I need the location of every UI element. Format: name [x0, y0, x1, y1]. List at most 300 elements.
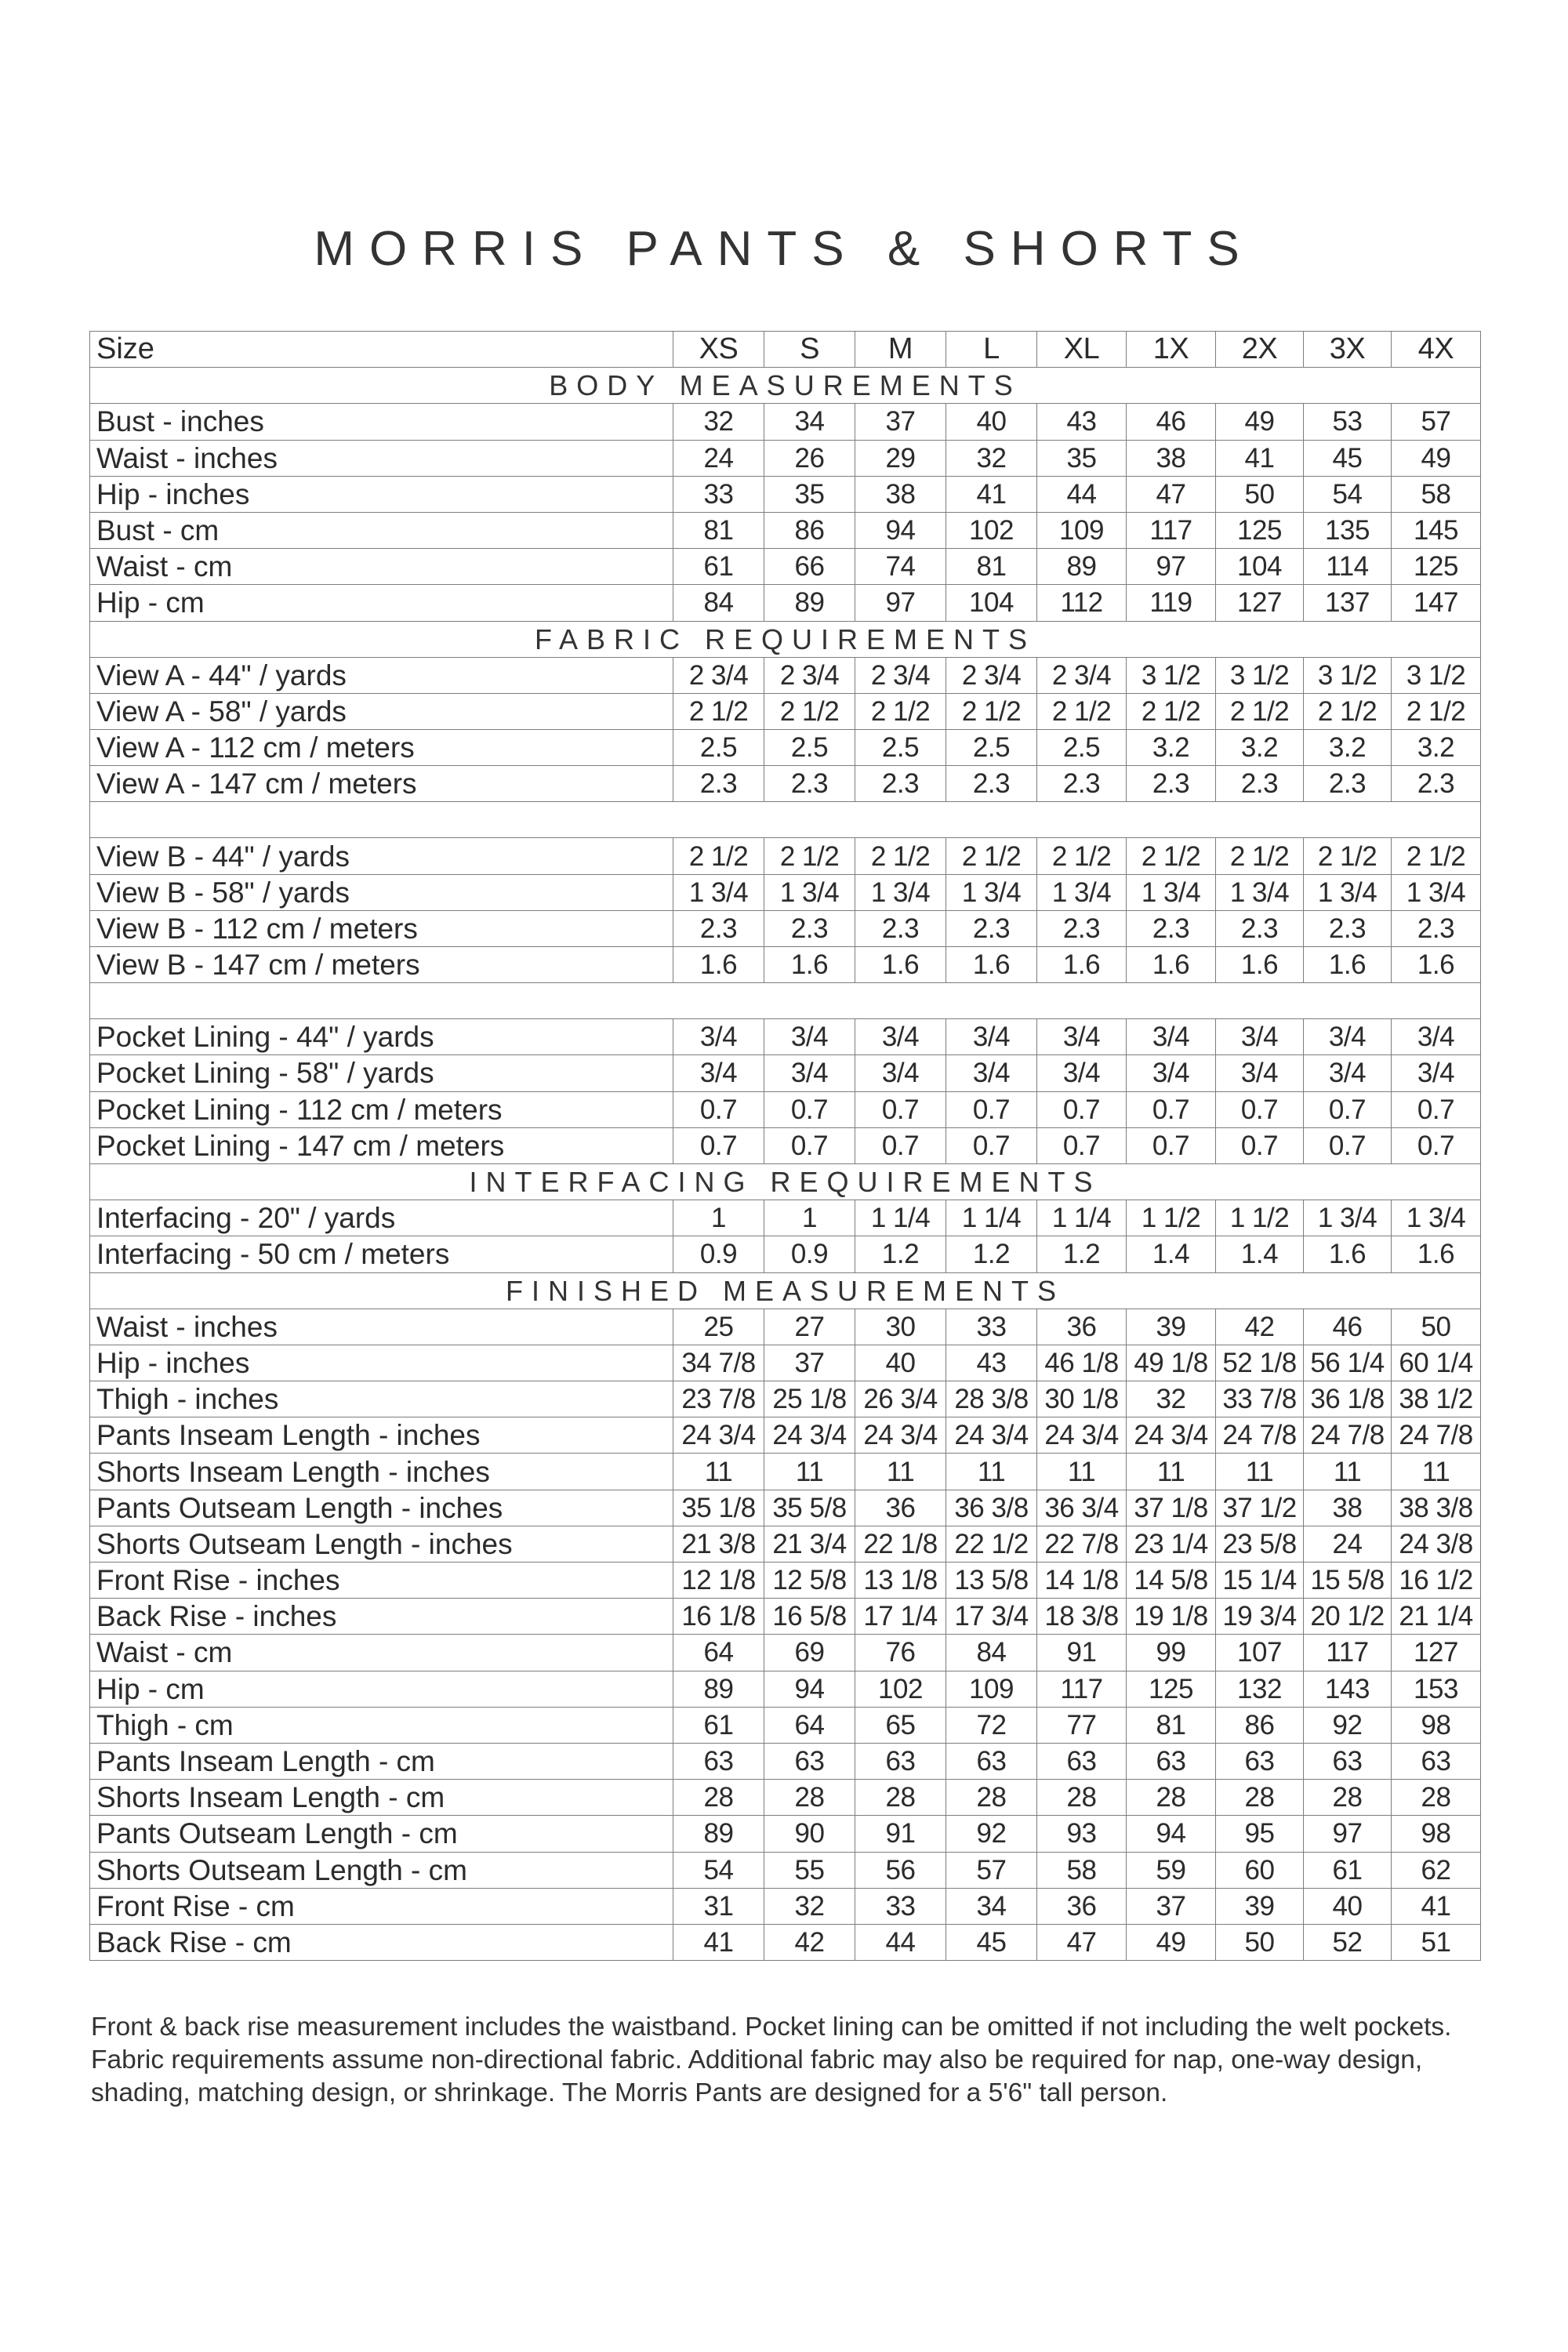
- table-row: [90, 1852, 1481, 1888]
- size-header-cell: 1X: [1127, 332, 1216, 368]
- value-cell: 37: [764, 1345, 855, 1381]
- row-label: Pants Outseam Length - inches: [90, 1490, 673, 1526]
- size-header-cell: L: [946, 332, 1037, 368]
- value-cell: 1: [764, 1200, 855, 1236]
- table-row: [90, 1816, 1481, 1852]
- value-cell: 34 7/8: [673, 1345, 764, 1381]
- row-label: Hip - inches: [90, 476, 673, 512]
- value-cell: 58: [1392, 476, 1481, 512]
- value-cell: 3/4: [764, 1055, 855, 1091]
- value-cell: 55: [764, 1852, 855, 1888]
- table-row: [90, 657, 1481, 693]
- row-label: Waist - cm: [90, 1635, 673, 1671]
- value-cell: 24: [1304, 1526, 1392, 1562]
- value-cell: 36: [1037, 1308, 1127, 1345]
- value-cell: 63: [1216, 1743, 1304, 1779]
- value-cell: 66: [764, 549, 855, 585]
- value-cell: 60 1/4: [1392, 1345, 1481, 1381]
- value-cell: 2 3/4: [1037, 657, 1127, 693]
- value-cell: 2 1/2: [1304, 693, 1392, 729]
- section-header-row: [90, 368, 1481, 404]
- value-cell: 60: [1216, 1852, 1304, 1888]
- size-header-cell: XS: [673, 332, 764, 368]
- value-cell: 23 5/8: [1216, 1526, 1304, 1562]
- value-cell: 59: [1127, 1852, 1216, 1888]
- value-cell: 14 1/8: [1037, 1563, 1127, 1599]
- table-row: [90, 1671, 1481, 1707]
- row-label: Back Rise - inches: [90, 1599, 673, 1635]
- value-cell: 86: [764, 512, 855, 548]
- value-cell: 0.7: [1127, 1091, 1216, 1127]
- value-cell: 25: [673, 1308, 764, 1345]
- row-label: Pants Inseam Length - inches: [90, 1417, 673, 1454]
- value-cell: 44: [1037, 476, 1127, 512]
- value-cell: 36 3/8: [946, 1490, 1037, 1526]
- value-cell: 1.6: [673, 947, 764, 983]
- value-cell: 21 1/4: [1392, 1599, 1481, 1635]
- size-header-row: [90, 332, 1481, 368]
- row-label: Bust - cm: [90, 512, 673, 548]
- section-header-row: [90, 1163, 1481, 1200]
- value-cell: 86: [1216, 1707, 1304, 1743]
- value-cell: 2.5: [673, 730, 764, 766]
- value-cell: 34: [946, 1888, 1037, 1924]
- value-cell: 11: [1304, 1454, 1392, 1490]
- value-cell: 42: [764, 1924, 855, 1960]
- table-row: [90, 1381, 1481, 1417]
- value-cell: 132: [1216, 1671, 1304, 1707]
- value-cell: 93: [1037, 1816, 1127, 1852]
- value-cell: 2.3: [1127, 910, 1216, 946]
- value-cell: 41: [1216, 440, 1304, 476]
- value-cell: 56: [855, 1852, 946, 1888]
- value-cell: 2 1/2: [1216, 693, 1304, 729]
- spacer-cell: [90, 802, 1481, 838]
- value-cell: 1.6: [1392, 1236, 1481, 1272]
- section-title: BODY MEASUREMENTS: [90, 368, 1481, 404]
- value-cell: 69: [764, 1635, 855, 1671]
- value-cell: 0.7: [1037, 1127, 1127, 1163]
- value-cell: 76: [855, 1635, 946, 1671]
- row-label: Hip - cm: [90, 585, 673, 621]
- value-cell: 3/4: [1037, 1055, 1127, 1091]
- value-cell: 2.3: [1037, 910, 1127, 946]
- value-cell: 0.7: [1127, 1127, 1216, 1163]
- value-cell: 3.2: [1216, 730, 1304, 766]
- value-cell: 11: [1127, 1454, 1216, 1490]
- value-cell: 125: [1392, 549, 1481, 585]
- value-cell: 2 1/2: [1392, 693, 1481, 729]
- value-cell: 36 1/8: [1304, 1381, 1392, 1417]
- value-cell: 28: [1392, 1780, 1481, 1816]
- value-cell: 3 1/2: [1216, 657, 1304, 693]
- value-cell: 49: [1127, 1924, 1216, 1960]
- value-cell: 3/4: [1127, 1055, 1216, 1091]
- value-cell: 50: [1216, 1924, 1304, 1960]
- value-cell: 58: [1037, 1852, 1127, 1888]
- value-cell: 1.6: [1216, 947, 1304, 983]
- row-label: Bust - inches: [90, 404, 673, 440]
- row-label: View A - 112 cm / meters: [90, 730, 673, 766]
- value-cell: 2 1/2: [855, 838, 946, 874]
- table-row: [90, 1308, 1481, 1345]
- value-cell: 46: [1304, 1308, 1392, 1345]
- value-cell: 38: [855, 476, 946, 512]
- value-cell: 37: [855, 404, 946, 440]
- value-cell: 63: [855, 1743, 946, 1779]
- value-cell: 28: [764, 1780, 855, 1816]
- table-row: [90, 1019, 1481, 1055]
- value-cell: 109: [946, 1671, 1037, 1707]
- value-cell: 38: [1127, 440, 1216, 476]
- value-cell: 39: [1216, 1888, 1304, 1924]
- value-cell: 63: [1304, 1743, 1392, 1779]
- size-header-cell: 3X: [1304, 332, 1392, 368]
- table-row: [90, 1200, 1481, 1236]
- value-cell: 38 3/8: [1392, 1490, 1481, 1526]
- value-cell: 39: [1127, 1308, 1216, 1345]
- value-cell: 1 3/4: [1304, 874, 1392, 910]
- value-cell: 1 3/4: [1127, 874, 1216, 910]
- value-cell: 3/4: [1216, 1055, 1304, 1091]
- value-cell: 1 3/4: [855, 874, 946, 910]
- value-cell: 3/4: [946, 1019, 1037, 1055]
- value-cell: 107: [1216, 1635, 1304, 1671]
- table-row: [90, 1490, 1481, 1526]
- value-cell: 2.3: [946, 766, 1037, 802]
- value-cell: 31: [673, 1888, 764, 1924]
- table-row: [90, 549, 1481, 585]
- value-cell: 2.3: [1304, 910, 1392, 946]
- value-cell: 64: [673, 1635, 764, 1671]
- value-cell: 0.7: [1304, 1127, 1392, 1163]
- value-cell: 51: [1392, 1924, 1481, 1960]
- value-cell: 1 3/4: [764, 874, 855, 910]
- value-cell: 41: [673, 1924, 764, 1960]
- row-label: View B - 44" / yards: [90, 838, 673, 874]
- value-cell: 33: [673, 476, 764, 512]
- row-label: Pants Inseam Length - cm: [90, 1743, 673, 1779]
- value-cell: 63: [1037, 1743, 1127, 1779]
- value-cell: 57: [1392, 404, 1481, 440]
- value-cell: 33 7/8: [1216, 1381, 1304, 1417]
- value-cell: 32: [1127, 1381, 1216, 1417]
- value-cell: 20 1/2: [1304, 1599, 1392, 1635]
- value-cell: 11: [1037, 1454, 1127, 1490]
- value-cell: 43: [946, 1345, 1037, 1381]
- value-cell: 63: [764, 1743, 855, 1779]
- value-cell: 57: [946, 1852, 1037, 1888]
- value-cell: 2.5: [1037, 730, 1127, 766]
- table-row: [90, 1780, 1481, 1816]
- value-cell: 1.4: [1216, 1236, 1304, 1272]
- row-label: Pocket Lining - 112 cm / meters: [90, 1091, 673, 1127]
- value-cell: 22 1/2: [946, 1526, 1037, 1562]
- row-label: Shorts Outseam Length - inches: [90, 1526, 673, 1562]
- value-cell: 77: [1037, 1707, 1127, 1743]
- value-cell: 50: [1216, 476, 1304, 512]
- value-cell: 27: [764, 1308, 855, 1345]
- value-cell: 28: [1127, 1780, 1216, 1816]
- value-cell: 125: [1127, 1671, 1216, 1707]
- value-cell: 35: [764, 476, 855, 512]
- value-cell: 94: [764, 1671, 855, 1707]
- value-cell: 1 1/4: [946, 1200, 1037, 1236]
- value-cell: 2.3: [855, 910, 946, 946]
- value-cell: 114: [1304, 549, 1392, 585]
- value-cell: 24 3/8: [1392, 1526, 1481, 1562]
- value-cell: 45: [946, 1924, 1037, 1960]
- section-header-row: [90, 621, 1481, 657]
- value-cell: 28: [1304, 1780, 1392, 1816]
- value-cell: 2.3: [946, 910, 1037, 946]
- row-label: View A - 58" / yards: [90, 693, 673, 729]
- value-cell: 28: [855, 1780, 946, 1816]
- value-cell: 30: [855, 1308, 946, 1345]
- value-cell: 54: [1304, 476, 1392, 512]
- value-cell: 1 3/4: [1392, 1200, 1481, 1236]
- value-cell: 3/4: [1127, 1019, 1216, 1055]
- value-cell: 97: [855, 585, 946, 621]
- value-cell: 147: [1392, 585, 1481, 621]
- value-cell: 81: [673, 512, 764, 548]
- value-cell: 24 3/4: [1127, 1417, 1216, 1454]
- value-cell: 38 1/2: [1392, 1381, 1481, 1417]
- value-cell: 109: [1037, 512, 1127, 548]
- value-cell: 1.4: [1127, 1236, 1216, 1272]
- value-cell: 16 5/8: [764, 1599, 855, 1635]
- row-label: View B - 147 cm / meters: [90, 947, 673, 983]
- value-cell: 16 1/8: [673, 1599, 764, 1635]
- table-row: [90, 1635, 1481, 1671]
- value-cell: 1 3/4: [1392, 874, 1481, 910]
- table-row: [90, 1743, 1481, 1779]
- value-cell: 18 3/8: [1037, 1599, 1127, 1635]
- footnote: Front & back rise measurement includes the waistband. Pocket lining can be omitted if not including the welt pockets. Fabric requirements assume non-directional fabric. Additional fabric may also be required for nap, one-way design, shading, matching design, or shrinkage. The Morris Pants are designed for a 5'6" tall person.: [91, 2013, 1452, 2107]
- value-cell: 13 1/8: [855, 1563, 946, 1599]
- row-label: Thigh - inches: [90, 1381, 673, 1417]
- row-label: View B - 112 cm / meters: [90, 910, 673, 946]
- value-cell: 3/4: [1304, 1019, 1392, 1055]
- value-cell: 65: [855, 1707, 946, 1743]
- table-row: [90, 838, 1481, 874]
- value-cell: 11: [855, 1454, 946, 1490]
- row-label: Front Rise - cm: [90, 1888, 673, 1924]
- value-cell: 34: [764, 404, 855, 440]
- table-row: [90, 766, 1481, 802]
- value-cell: 40: [1304, 1888, 1392, 1924]
- value-cell: 35 5/8: [764, 1490, 855, 1526]
- value-cell: 1 1/4: [855, 1200, 946, 1236]
- value-cell: 35 1/8: [673, 1490, 764, 1526]
- value-cell: 2 1/2: [946, 693, 1037, 729]
- value-cell: 45: [1304, 440, 1392, 476]
- value-cell: 1: [673, 1200, 764, 1236]
- value-cell: 47: [1127, 476, 1216, 512]
- value-cell: 3/4: [673, 1055, 764, 1091]
- table-row: [90, 512, 1481, 548]
- value-cell: 135: [1304, 512, 1392, 548]
- value-cell: 89: [1037, 549, 1127, 585]
- row-label: Pocket Lining - 44" / yards: [90, 1019, 673, 1055]
- row-label: Pocket Lining - 58" / yards: [90, 1055, 673, 1091]
- value-cell: 91: [855, 1816, 946, 1852]
- value-cell: 24 7/8: [1216, 1417, 1304, 1454]
- value-cell: 35: [1037, 440, 1127, 476]
- value-cell: 92: [1304, 1707, 1392, 1743]
- value-cell: 143: [1304, 1671, 1392, 1707]
- value-cell: 2.3: [1392, 910, 1481, 946]
- value-cell: 99: [1127, 1635, 1216, 1671]
- table-row: [90, 1127, 1481, 1163]
- value-cell: 3/4: [1304, 1055, 1392, 1091]
- value-cell: 2.3: [764, 766, 855, 802]
- row-label: Waist - cm: [90, 549, 673, 585]
- table-row: [90, 1563, 1481, 1599]
- value-cell: 3/4: [1037, 1019, 1127, 1055]
- value-cell: 117: [1304, 1635, 1392, 1671]
- value-cell: 94: [1127, 1816, 1216, 1852]
- value-cell: 81: [1127, 1707, 1216, 1743]
- size-chart-table: [89, 331, 1481, 1961]
- row-label: Interfacing - 50 cm / meters: [90, 1236, 673, 1272]
- row-label: View A - 44" / yards: [90, 657, 673, 693]
- size-header-cell: 2X: [1216, 332, 1304, 368]
- value-cell: 11: [1216, 1454, 1304, 1490]
- row-label: Pants Outseam Length - cm: [90, 1816, 673, 1852]
- row-label: Shorts Inseam Length - inches: [90, 1454, 673, 1490]
- row-label: Front Rise - inches: [90, 1563, 673, 1599]
- value-cell: 52: [1304, 1924, 1392, 1960]
- value-cell: 63: [673, 1743, 764, 1779]
- value-cell: 3/4: [764, 1019, 855, 1055]
- size-chart-body: [90, 332, 1481, 1961]
- value-cell: 24 3/4: [764, 1417, 855, 1454]
- value-cell: 117: [1037, 1671, 1127, 1707]
- value-cell: 117: [1127, 512, 1216, 548]
- value-cell: 0.7: [673, 1091, 764, 1127]
- value-cell: 21 3/8: [673, 1526, 764, 1562]
- spacer-row: [90, 802, 1481, 838]
- value-cell: 50: [1392, 1308, 1481, 1345]
- table-row: [90, 1345, 1481, 1381]
- value-cell: 2 1/2: [1392, 838, 1481, 874]
- row-label: Shorts Inseam Length - cm: [90, 1780, 673, 1816]
- value-cell: 32: [946, 440, 1037, 476]
- value-cell: 90: [764, 1816, 855, 1852]
- table-row: [90, 730, 1481, 766]
- value-cell: 0.7: [1392, 1091, 1481, 1127]
- table-row: [90, 1707, 1481, 1743]
- table-row: [90, 947, 1481, 983]
- value-cell: 24 3/4: [855, 1417, 946, 1454]
- value-cell: 3/4: [1392, 1019, 1481, 1055]
- value-cell: 22 7/8: [1037, 1526, 1127, 1562]
- value-cell: 0.7: [1037, 1091, 1127, 1127]
- value-cell: 1 3/4: [1216, 874, 1304, 910]
- value-cell: 1 1/4: [1037, 1200, 1127, 1236]
- table-row: [90, 1924, 1481, 1960]
- row-label: Waist - inches: [90, 440, 673, 476]
- value-cell: 54: [673, 1852, 764, 1888]
- value-cell: 32: [673, 404, 764, 440]
- value-cell: 3.2: [1127, 730, 1216, 766]
- value-cell: 0.9: [764, 1236, 855, 1272]
- value-cell: 137: [1304, 585, 1392, 621]
- value-cell: 2 1/2: [855, 693, 946, 729]
- value-cell: 3 1/2: [1304, 657, 1392, 693]
- value-cell: 104: [946, 585, 1037, 621]
- value-cell: 17 3/4: [946, 1599, 1037, 1635]
- table-row: [90, 404, 1481, 440]
- page-title: MORRIS PANTS & SHORTS: [314, 222, 1254, 276]
- value-cell: 2.3: [764, 910, 855, 946]
- value-cell: 2 1/2: [673, 838, 764, 874]
- value-cell: 2 1/2: [764, 838, 855, 874]
- value-cell: 2.3: [1216, 910, 1304, 946]
- value-cell: 89: [673, 1816, 764, 1852]
- value-cell: 0.7: [1216, 1127, 1304, 1163]
- row-label: Hip - cm: [90, 1671, 673, 1707]
- row-label: Thigh - cm: [90, 1707, 673, 1743]
- value-cell: 2.3: [1216, 766, 1304, 802]
- value-cell: 89: [673, 1671, 764, 1707]
- value-cell: 19 3/4: [1216, 1599, 1304, 1635]
- value-cell: 2 1/2: [1037, 693, 1127, 729]
- value-cell: 28: [946, 1780, 1037, 1816]
- value-cell: 44: [855, 1924, 946, 1960]
- size-header-cell: 4X: [1392, 332, 1481, 368]
- value-cell: 40: [946, 404, 1037, 440]
- row-label: Interfacing - 20" / yards: [90, 1200, 673, 1236]
- value-cell: 28: [673, 1780, 764, 1816]
- value-cell: 1 1/2: [1127, 1200, 1216, 1236]
- value-cell: 94: [855, 512, 946, 548]
- value-cell: 52 1/8: [1216, 1345, 1304, 1381]
- table-row: [90, 693, 1481, 729]
- value-cell: 61: [1304, 1852, 1392, 1888]
- size-header-cell: S: [764, 332, 855, 368]
- value-cell: 102: [946, 512, 1037, 548]
- value-cell: 12 5/8: [764, 1563, 855, 1599]
- value-cell: 2 3/4: [764, 657, 855, 693]
- table-row: [90, 1055, 1481, 1091]
- value-cell: 102: [855, 1671, 946, 1707]
- size-header-cell: M: [855, 332, 946, 368]
- value-cell: 2 3/4: [673, 657, 764, 693]
- value-cell: 24 3/4: [1037, 1417, 1127, 1454]
- table-row: [90, 476, 1481, 512]
- value-cell: 2 1/2: [1037, 838, 1127, 874]
- value-cell: 3/4: [946, 1055, 1037, 1091]
- value-cell: 2 1/2: [946, 838, 1037, 874]
- row-label: Pocket Lining - 147 cm / meters: [90, 1127, 673, 1163]
- table-row: [90, 1236, 1481, 1272]
- value-cell: 2.3: [1127, 766, 1216, 802]
- value-cell: 25 1/8: [764, 1381, 855, 1417]
- value-cell: 98: [1392, 1816, 1481, 1852]
- value-cell: 119: [1127, 585, 1216, 621]
- value-cell: 11: [946, 1454, 1037, 1490]
- value-cell: 0.7: [673, 1127, 764, 1163]
- row-label: Shorts Outseam Length - cm: [90, 1852, 673, 1888]
- row-label: Back Rise - cm: [90, 1924, 673, 1960]
- value-cell: 36 3/4: [1037, 1490, 1127, 1526]
- value-cell: 1 3/4: [946, 874, 1037, 910]
- value-cell: 28: [1216, 1780, 1304, 1816]
- value-cell: 84: [946, 1635, 1037, 1671]
- value-cell: 24 3/4: [673, 1417, 764, 1454]
